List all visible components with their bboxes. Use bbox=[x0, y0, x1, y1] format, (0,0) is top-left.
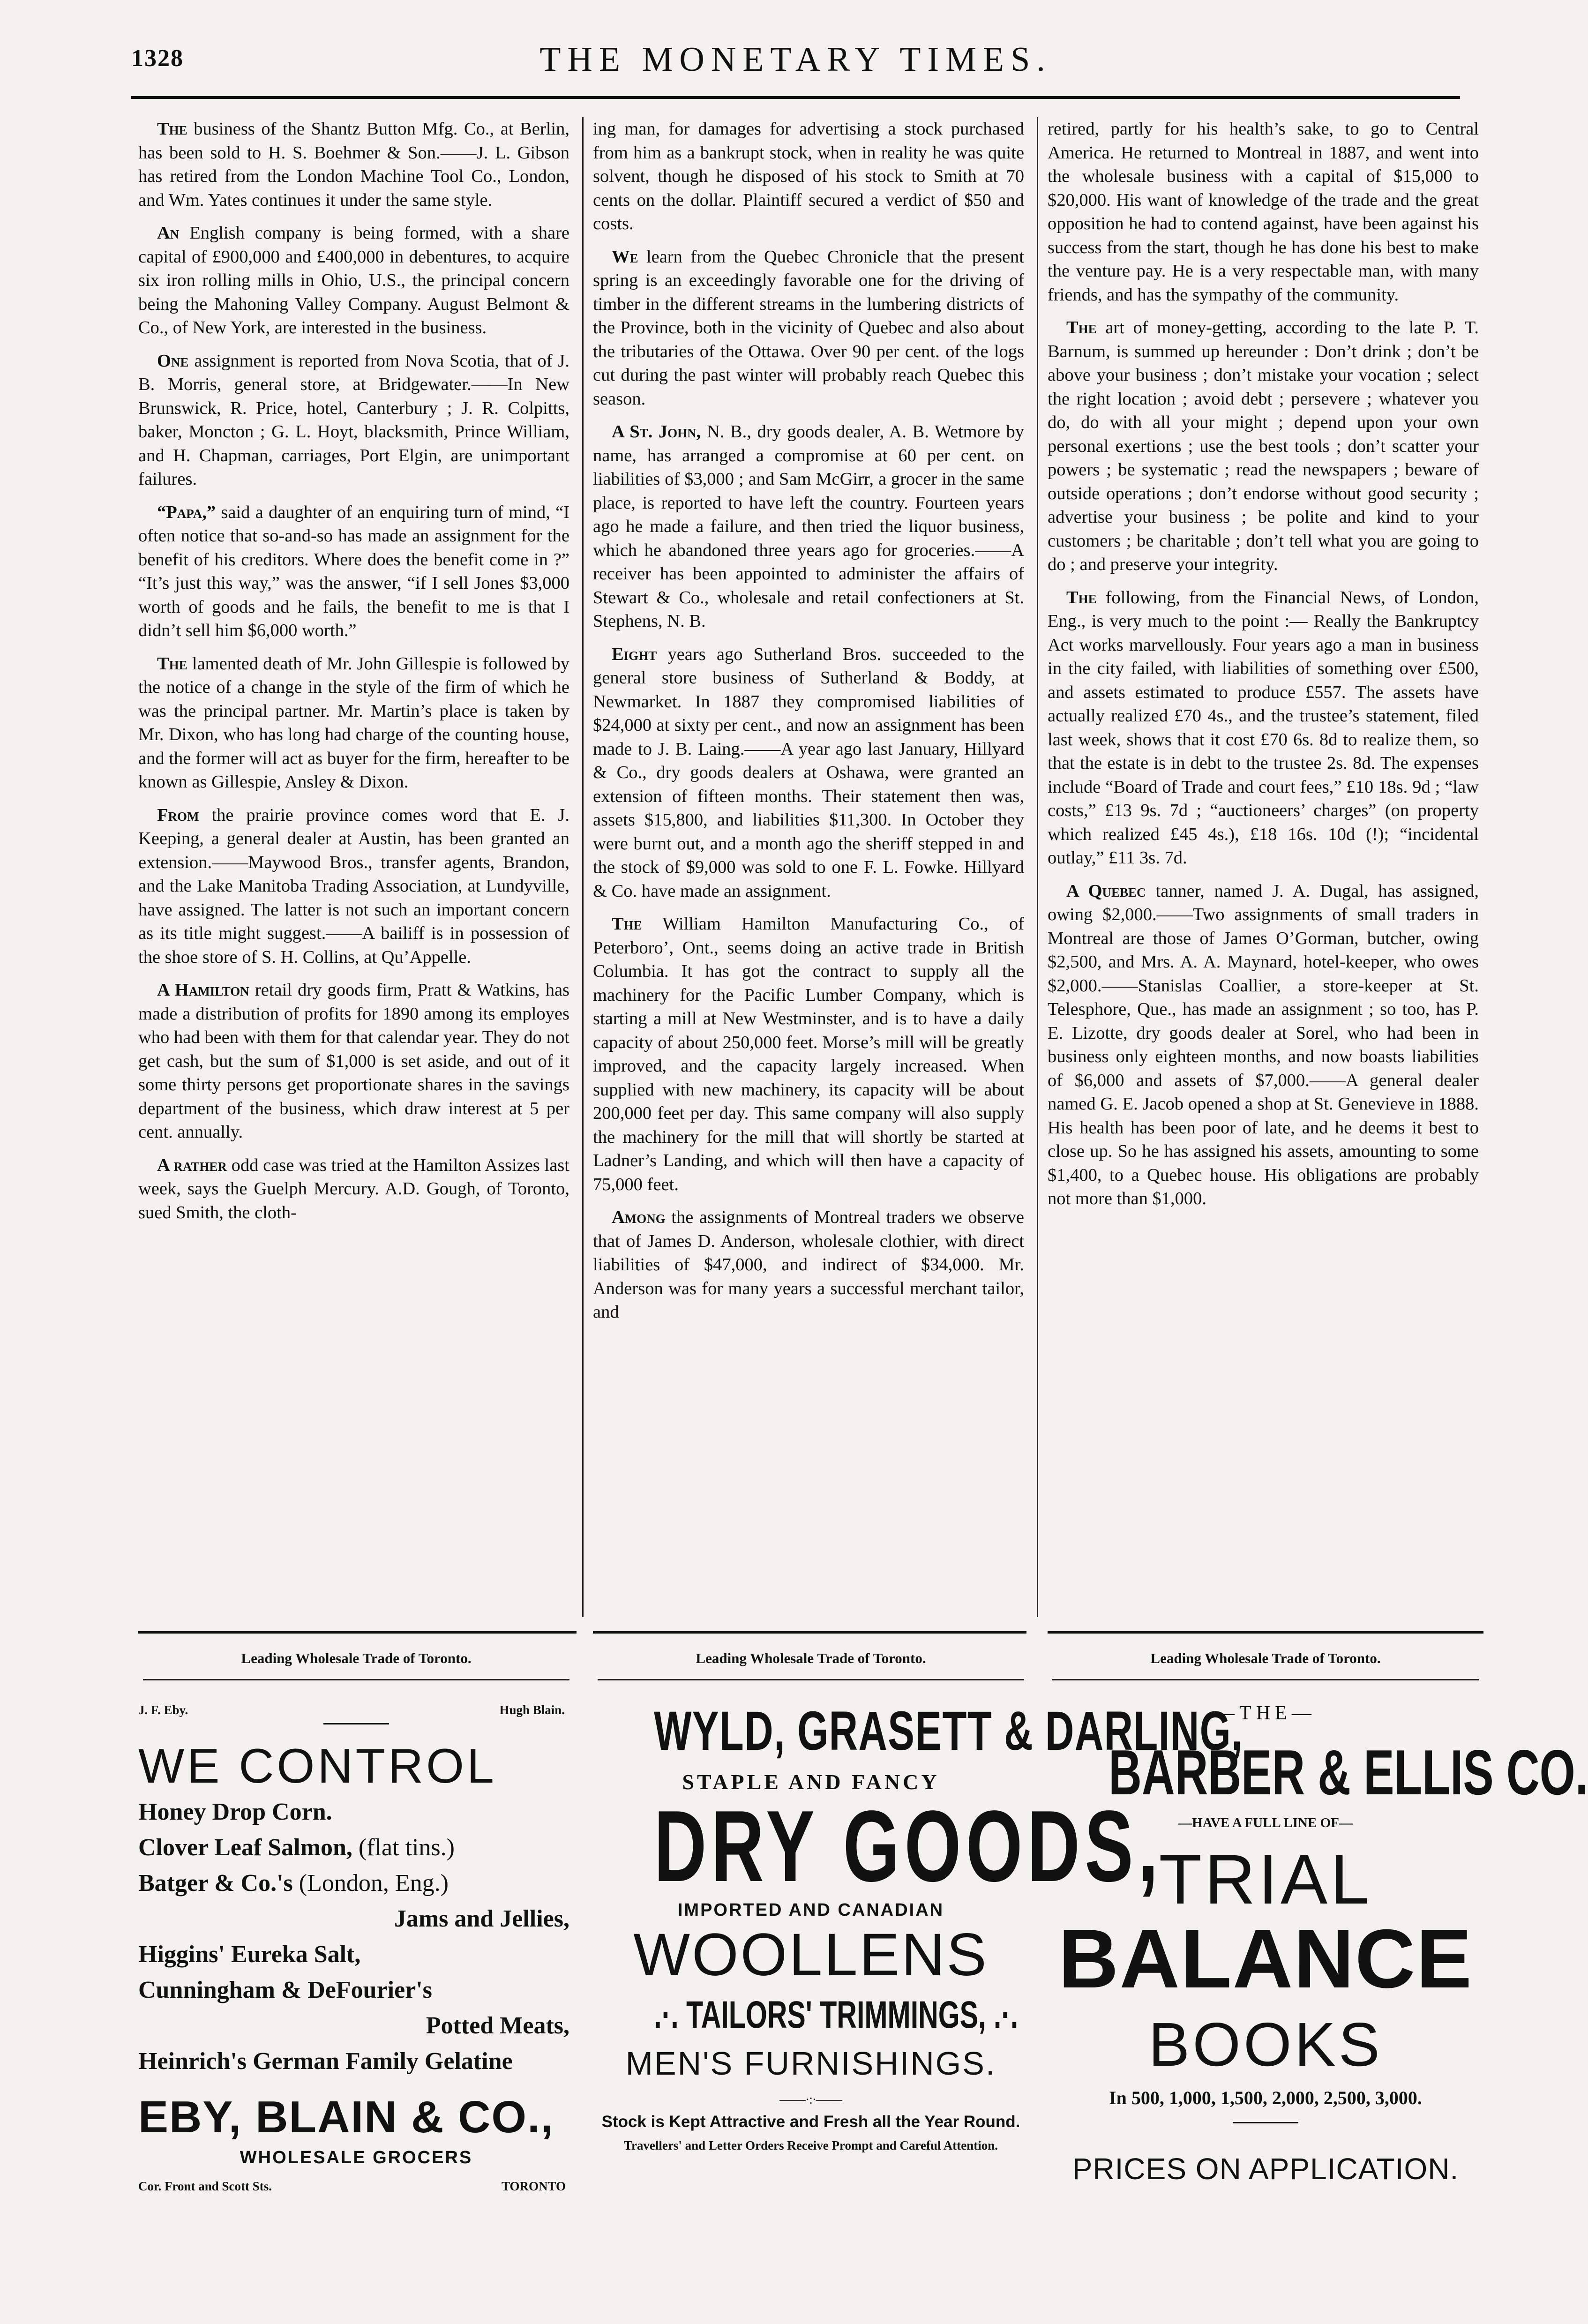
paragraph-lead: The bbox=[157, 119, 187, 139]
ad-subhead: STAPLE AND FANCY bbox=[682, 1770, 940, 1794]
ad-heading-rule bbox=[598, 1679, 1024, 1680]
paragraph-text: retail dry goods firm, Pratt & Watkins, has made a distribution of profits for 1890 among its employes who had been with them for that calendar year. They do not get cash, but the sum of $1,000 is set aside, and out of it some thirty persons get proportionate shares in the savings department of the business, which draw interest at 5 per cent. annually. bbox=[138, 980, 570, 1142]
paragraph-text: tanner, named J. A. Dugal, has assigned, owing $2,000.——Two assignments of small traders in Montreal are those of James O’Gorman, butcher, owing $2,500, and Mrs. A. A. Maynard, hotel-keeper, who owes $2,000.——Stanislas Coallier, a store-keeper at St. Telesphore, Que., has made an assignment ; so too, has P. E. Lizotte, dry goods dealer at Sorel, who had been in business only eighteen months, and now boasts liabilities of $6,000 and assets of $7,000.——A general dealer named G. E. Jacob opened a shop at St. Genevieve in 1888. His health has been poor of late, and he deems it best to close up. So he has assigned his assets, amounting to some $1,400, to a Quebec house. His obligations are probably not more than $1,000. bbox=[1048, 881, 1479, 1208]
partner-names bbox=[138, 1680, 574, 1717]
article-column-3 bbox=[1048, 117, 1479, 1617]
address-street: Cor. Front and Scott Sts. bbox=[138, 2179, 272, 2193]
ad-headline: DRY GOODS, bbox=[654, 1789, 1163, 1903]
paragraph-text: said a daughter of an enquiring turn of mind, “I often notice that so-and-so has made an assignment for the benefit of his creditors. Where does the benefit come in ?” “It’s just this way,” was the answer, “if I sell Jones $3,000 worth of goods and he fails, the benefit to me is that I didn’t sell him $6,000 worth.” bbox=[138, 502, 569, 640]
product-line: Jams and Jellies, bbox=[394, 1905, 569, 1932]
article-paragraph bbox=[1048, 117, 1479, 307]
firm-name: EBY, BLAIN & CO., bbox=[138, 2092, 554, 2142]
ad-footer: PRICES ON APPLICATION. bbox=[1072, 2152, 1459, 2186]
divider bbox=[323, 1723, 389, 1724]
article-paragraph bbox=[138, 349, 569, 491]
header-rule bbox=[131, 96, 1460, 99]
paragraph-text: business of the Shantz Button Mfg. Co., at Berlin, has been sold to H. S. Boehmer & Son.——J. L. Gibson has retired from the London Machine Tool Co., London, and Wm. Yates continues it under the same style. bbox=[138, 119, 569, 210]
column-divider bbox=[582, 117, 584, 1617]
paragraph-text: English company is being formed, with a share capital of £900,000 and £400,000 in debentures, to acquire six iron rolling mills in Ohio, U.S., the principal concern being the Mahoning Valley Company. August Belmont & Co., of New York, are interested in the business. bbox=[138, 223, 570, 337]
paragraph-lead: The bbox=[612, 914, 642, 934]
paragraph-text: ing man, for damages for advertising a stock purchased from him as a bankrupt stock, when in reality he was quite solvent, though he disposed of his stock to Smith at 70 cents on the dollar. Plaintiff secured a verdict of $50 and costs. bbox=[593, 119, 1024, 233]
article-paragraph bbox=[138, 221, 569, 340]
ad-note: Stock is Kept Attractive and Fresh all the Year Round. bbox=[601, 2113, 1020, 2131]
advertisement-barber-ellis bbox=[1048, 1641, 1588, 2250]
product-line: Cunningham & DeFourier's bbox=[138, 1977, 432, 2003]
ad-subhead: —HAVE A FULL LINE OF— bbox=[1178, 1815, 1353, 1830]
product-name: Clover Leaf Salmon, bbox=[138, 1834, 352, 1861]
paragraph-text: odd case was tried at the Hamilton Assizes last week, says the Guelph Mercury. A.D. Gough, of Toronto, sued Smith, the cloth- bbox=[138, 1155, 569, 1222]
article-paragraph bbox=[138, 501, 569, 643]
paragraph-lead: The bbox=[1066, 318, 1097, 337]
article-paragraph bbox=[593, 245, 1024, 411]
paragraph-lead: The bbox=[1066, 587, 1097, 607]
paragraph-text: learn from the Quebec Chronicle that the present spring is an exceedingly favorable one for the driving of timber in the different streams in the lumbering districts of the Province, both in the vicinity of Quebec and also about the tributaries of the Ottawa. Over 90 per cent. of the logs cut during the past winter will probably reach Quebec this season. bbox=[593, 247, 1024, 409]
paragraph-text: lamented death of Mr. John Gillespie is followed by the notice of a change in the style of the firm of which he was the principal partner. Mr. Martin’s place is taken by Mr. Dixon, who has long had charge of the counting house, and the former will act as buyer for the firm, hereafter to be known as Gillespie, Ansley & Dixon. bbox=[138, 653, 570, 792]
address-city: TORONTO bbox=[501, 2179, 566, 2193]
paragraph-lead: Among bbox=[612, 1207, 666, 1227]
article-column-1 bbox=[138, 117, 569, 1617]
divider bbox=[1233, 2122, 1298, 2123]
ornament-divider: ——∙:∙—— bbox=[779, 2092, 842, 2107]
product-line: Potted Meats, bbox=[426, 2012, 569, 2039]
paragraph-text: the assignments of Montreal traders we observe that of James D. Anderson, wholesale clothier, with direct liabilities of $47,000, and indirect of $34,000. Mr. Anderson was for many years a successful merchant tailor, and bbox=[593, 1207, 1024, 1322]
page-number: 1328 bbox=[131, 45, 184, 72]
firm-name: BARBER & ELLIS CO. bbox=[1109, 1737, 1588, 1808]
ad-line: .·. TAILORS' TRIMMINGS, .·. bbox=[654, 1994, 1019, 2036]
article-paragraph bbox=[593, 643, 1024, 903]
article-paragraph bbox=[593, 117, 1024, 236]
ad-headline: BOOKS bbox=[1148, 2010, 1383, 2079]
ad-headline: TRIAL bbox=[1159, 1840, 1372, 1919]
ad-note: Travellers' and Letter Orders Receive Prompt and Careful Attention. bbox=[623, 2138, 998, 2152]
paragraph-lead: An bbox=[157, 223, 180, 243]
paragraph-lead: A Quebec bbox=[1066, 881, 1146, 901]
advertisement-eby-blain bbox=[138, 1641, 574, 2250]
article-paragraph bbox=[1048, 316, 1479, 577]
paragraph-lead: “Papa,” bbox=[157, 502, 216, 522]
partner-name-right: Hugh Blain. bbox=[499, 1703, 565, 1717]
product-note: (flat tins.) bbox=[358, 1834, 455, 1861]
product-line bbox=[138, 1830, 574, 1866]
product-name: Batger & Co.'s bbox=[138, 1870, 293, 1897]
paragraph-text: William Hamilton Manufacturing Co., of Peterboro’, Ont., seems doing an active trade in British Columbia. It has got the contract to supply all the machinery for the Pacific Lumber Company, which is starting a mill at New Westminster, and is to have a daily capacity of about 250,000 feet. Morse’s mill will be greatly improved, and the capacity largely increased. When supplied with new machinery, its capacity will be about 200,000 feet per day. This same company will also supply the machinery for the mill that will shortly be started at Ladner’s Landing, and which will then have a capacity of 75,000 feet. bbox=[593, 914, 1025, 1194]
product-note: (London, Eng.) bbox=[299, 1870, 449, 1897]
firm-name: WYLD, GRASETT & DARLING, bbox=[654, 1700, 1243, 1762]
article-paragraph bbox=[593, 420, 1024, 633]
paragraph-text: the prairie province comes word that E. J. Keeping, a general dealer at Austin, has been granted an extension.——Maywood Bros., transfer agents, Brandon, and the Lake Manitoba Trading Association, at Lundyville, have assigned. The latter is not such an important concern as its title might suggest.——A bailiff is in possession of the shoe store of S. H. Collins, at Qu’Appelle. bbox=[138, 805, 569, 967]
paragraph-lead: One bbox=[157, 351, 189, 371]
ad-heading: Leading Wholesale Trade of Toronto. bbox=[1150, 1650, 1381, 1666]
article-paragraph bbox=[138, 1154, 569, 1225]
article-column-2 bbox=[593, 117, 1024, 1617]
article-paragraph bbox=[138, 652, 569, 794]
ad-sizes: In 500, 1,000, 1,500, 2,000, 2,500, 3,000. bbox=[1109, 2087, 1422, 2108]
paragraph-lead: We bbox=[612, 247, 638, 267]
advertisement-wyld-grasett bbox=[593, 1641, 1243, 2250]
firm-address bbox=[138, 2179, 574, 2194]
paragraph-lead: A St. John, bbox=[612, 422, 701, 442]
paragraph-text: assignment is reported from Nova Scotia, that of J. B. Morris, general store, at Bridgewater.——In New Brunswick, R. Price, hotel, Canterbury ; J. R. Colpitts, baker, Moncton ; G. L. Hoyt, blacksmith, Prince William, and H. Chapman, carriages, Port Elgin, are unimportant failures. bbox=[138, 351, 570, 489]
ad-heading: Leading Wholesale Trade of Toronto. bbox=[241, 1650, 472, 1666]
ad-headline: BALANCE bbox=[1058, 1912, 1473, 2005]
article-paragraph bbox=[138, 117, 569, 212]
article-paragraph bbox=[138, 978, 569, 1144]
paragraph-text: N. B., dry goods dealer, A. B. Wetmore by name, has arranged a compromise at 60 per cent. on liabilities of $3,000 ; and Sam McGirr, a grocer in the same place, is reported to have left the country. Fourteen years ago he made a failure, and then tried the liquor business, which he abandoned three years ago for groceries.——A receiver has been appointed to administer the affairs of Stewart & Co., wholesale and retail confectioners at St. Stephens, N. B. bbox=[593, 422, 1025, 631]
column-divider bbox=[1037, 117, 1038, 1617]
article-paragraph bbox=[1048, 586, 1479, 870]
paragraph-text: following, from the Financial News, of London, Eng., is very much to the point :— Really the Bankruptcy Act works marvellously. Four years ago a man in business in the city failed, with liabilities of something over £500, and assets estimated to produce £557. The assets have actually realized £70 4s., and the trustee’s statement, filed last week, shows that it cost £70 6s. 8d to realize them, so that the estate is in debt to the trustee 2s. 8d. The expenses include “Board of Trade and court fees,” £10 18s. 9d ; “law costs,” £13 9s. 7d ; “auctioneers’ charges” (on property which realized £45 4s.), £18 16s. 10d (!); “incidental outlay,” £11 3s. 7d. bbox=[1048, 587, 1479, 868]
article-paragraph bbox=[593, 912, 1024, 1196]
ad-article: —THE— bbox=[1215, 1702, 1316, 1724]
ad-subhead: IMPORTED AND CANADIAN bbox=[677, 1900, 944, 1920]
paragraph-lead: A Hamilton bbox=[157, 980, 249, 1000]
article-paragraph bbox=[1048, 879, 1479, 1211]
product-line: Honey Drop Corn. bbox=[138, 1799, 332, 1825]
paragraph-lead: The bbox=[157, 653, 187, 674]
section-rule bbox=[138, 1631, 577, 1634]
ad-headline: WOOLLENS bbox=[633, 1921, 989, 1988]
paragraph-text: art of money-getting, according to the late P. T. Barnum, is summed up hereunder : Don’t drink ; don’t be above your business ; don’t mistake your vocation ; select the right location ; avoid debt ; persevere ; whatever you do, do with all your might ; depend upon your own personal exertions ; use the best tools ; don’t scatter your powers ; be systematic ; read the newspapers ; beware of outside operations ; don’t endorse without good security ; advertise your business ; be polite and kind to your customers ; be charitable ; don’t tell what you are going to do ; and preserve your integrity. bbox=[1048, 318, 1479, 574]
section-rule bbox=[1048, 1631, 1483, 1634]
paragraph-text: years ago Sutherland Bros. succeeded to the general store business of Sutherland & Boddy, at Newmarket. In 1887 they compromised liabilities of $24,000 at sixty per cent., and now an assignment has been made to J. B. Laing.——A year ago last January, Hillyard & Co., dry goods dealers at Oshawa, were granted an extension of fifteen months. Their statement then was, assets $15,800, and liabilities $11,300. In October they were burnt out, and a month ago the sheriff stepped in and the stock of $9,000 was sold to one F. L. Fowke. Hillyard & Co. have made an assignment. bbox=[593, 644, 1025, 901]
firm-tagline: WHOLESALE GROCERS bbox=[240, 2148, 473, 2167]
section-rule bbox=[593, 1631, 1026, 1634]
paragraph-text: retired, partly for his health’s sake, to go to Central America. He returned to Montreal in 1887, and went into the wholesale business with a capital of $15,000 to $20,000. His want of knowledge of the trade and the great opposition he had to contend against, have been against his success from the start, though he has done his best to make the venture pay. He is a very respectable man, with many friends, and has the sympathy of the community. bbox=[1048, 119, 1479, 305]
product-line bbox=[138, 1866, 574, 1901]
paragraph-lead: From bbox=[157, 805, 199, 825]
product-line: Heinrich's German Family Gelatine bbox=[138, 2048, 513, 2075]
ad-headline: WE CONTROL bbox=[138, 1739, 497, 1793]
masthead-title: THE MONETARY TIMES. bbox=[539, 40, 1052, 79]
ad-heading-rule bbox=[1052, 1679, 1479, 1680]
paragraph-lead: A rather bbox=[157, 1155, 227, 1175]
article-paragraph bbox=[138, 803, 569, 969]
partner-name-left: J. F. Eby. bbox=[138, 1703, 188, 1717]
ad-line: MEN'S FURNISHINGS. bbox=[625, 2045, 996, 2082]
article-paragraph bbox=[593, 1206, 1024, 1324]
product-line: Higgins' Eureka Salt, bbox=[138, 1941, 361, 1968]
paragraph-lead: Eight bbox=[612, 644, 657, 664]
page-header bbox=[131, 40, 1460, 91]
ad-heading: Leading Wholesale Trade of Toronto. bbox=[696, 1650, 926, 1666]
